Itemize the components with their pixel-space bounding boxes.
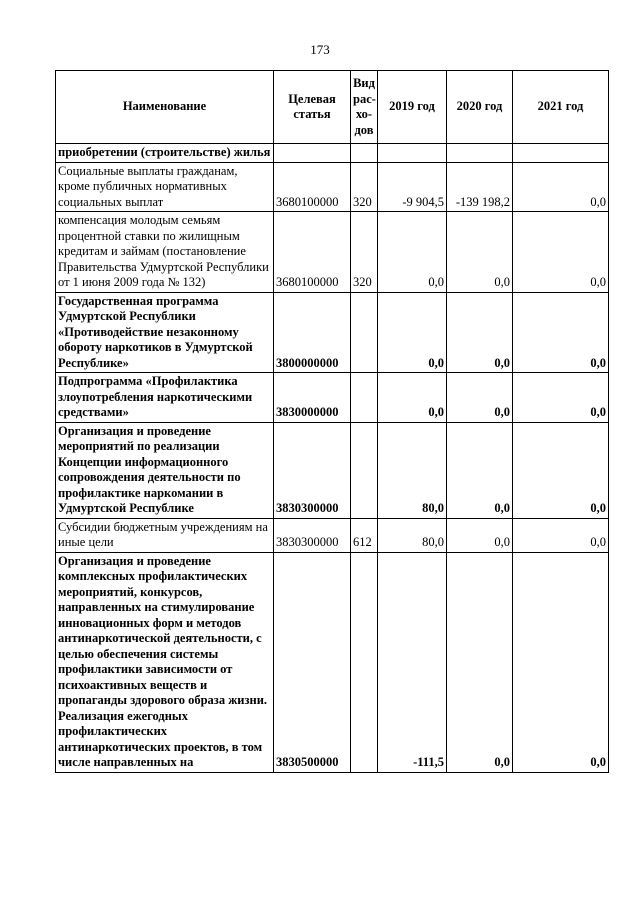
header-2020: 2020 год [447, 71, 513, 144]
row-code: 3680100000 [274, 212, 351, 293]
budget-table [55, 70, 609, 773]
row-name: приобретении (строительстве) жилья [56, 144, 274, 163]
row-2021: 0,0 [513, 292, 609, 373]
row-2020: -139 198,2 [447, 162, 513, 212]
row-expense-type [351, 292, 378, 373]
table-header-row [56, 71, 609, 144]
header-2019: 2019 год [378, 71, 447, 144]
row-2020 [447, 144, 513, 163]
header-expense-type: Вид рас-хо-дов [351, 71, 378, 144]
row-code: 3830000000 [274, 373, 351, 423]
row-name: компенсация молодым семьям процентной ставки по жилищным кредитам и займам (постановление Правительства Удмуртской Республики от 1 июня 2009 года № 132) [56, 212, 274, 293]
row-code: 3830500000 [274, 552, 351, 772]
row-2021: 0,0 [513, 422, 609, 518]
row-2021 [513, 144, 609, 163]
row-2019: 0,0 [378, 292, 447, 373]
row-name: Социальные выплаты гражданам, кроме публичных нормативных социальных выплат [56, 162, 274, 212]
table-row [56, 422, 609, 518]
row-2019: 80,0 [378, 422, 447, 518]
row-name: Организация и проведение комплексных профилактических мероприятий, конкурсов, направленных на стимулирование инновационных форм и методов антинаркотической деятельности, с целью обеспечения системы профилактики зависимости от психоактивных веществ и пропаганды здорового образа жизни. Реализация ежегодных профилактических антинаркотических проектов, в том числе направленных на [56, 552, 274, 772]
table-row [56, 292, 609, 373]
row-name: Субсидии бюджетным учреждениям на иные цели [56, 518, 274, 552]
row-expense-type [351, 144, 378, 163]
row-2021: 0,0 [513, 518, 609, 552]
row-code: 3680100000 [274, 162, 351, 212]
row-2020: 0,0 [447, 292, 513, 373]
row-2020: 0,0 [447, 552, 513, 772]
row-2019: 0,0 [378, 212, 447, 293]
row-2020: 0,0 [447, 518, 513, 552]
row-expense-type: 320 [351, 212, 378, 293]
row-expense-type: 320 [351, 162, 378, 212]
row-code: 3830300000 [274, 422, 351, 518]
table-row [56, 552, 609, 772]
row-2019: 0,0 [378, 373, 447, 423]
row-2019: 80,0 [378, 518, 447, 552]
row-name: Государственная программа Удмуртской Республики «Противодействие незаконному обороту наркотиков в Удмуртской Республике» [56, 292, 274, 373]
row-code [274, 144, 351, 163]
table-row [56, 212, 609, 293]
table-row [56, 162, 609, 212]
row-code: 3800000000 [274, 292, 351, 373]
page-number: 173 [310, 42, 330, 57]
row-2021: 0,0 [513, 373, 609, 423]
row-2020: 0,0 [447, 422, 513, 518]
row-name: Подпрограмма «Профилактика злоупотребления наркотическими средствами» [56, 373, 274, 423]
row-2019: -9 904,5 [378, 162, 447, 212]
row-name: Организация и проведение мероприятий по реализации Концепции информационного сопровождения деятельности по профилактике наркомании в Удмуртской Республике [56, 422, 274, 518]
row-2020: 0,0 [447, 212, 513, 293]
row-2019: -111,5 [378, 552, 447, 772]
table-row [56, 373, 609, 423]
row-2019 [378, 144, 447, 163]
row-expense-type [351, 552, 378, 772]
row-2021: 0,0 [513, 552, 609, 772]
row-2020: 0,0 [447, 373, 513, 423]
row-expense-type: 612 [351, 518, 378, 552]
row-2021: 0,0 [513, 212, 609, 293]
row-expense-type [351, 373, 378, 423]
row-expense-type [351, 422, 378, 518]
header-2021: 2021 год [513, 71, 609, 144]
table-row [56, 144, 609, 163]
table-row [56, 518, 609, 552]
header-target-article: Целевая статья [274, 71, 351, 144]
row-code: 3830300000 [274, 518, 351, 552]
row-2021: 0,0 [513, 162, 609, 212]
header-name: Наименование [56, 71, 274, 144]
